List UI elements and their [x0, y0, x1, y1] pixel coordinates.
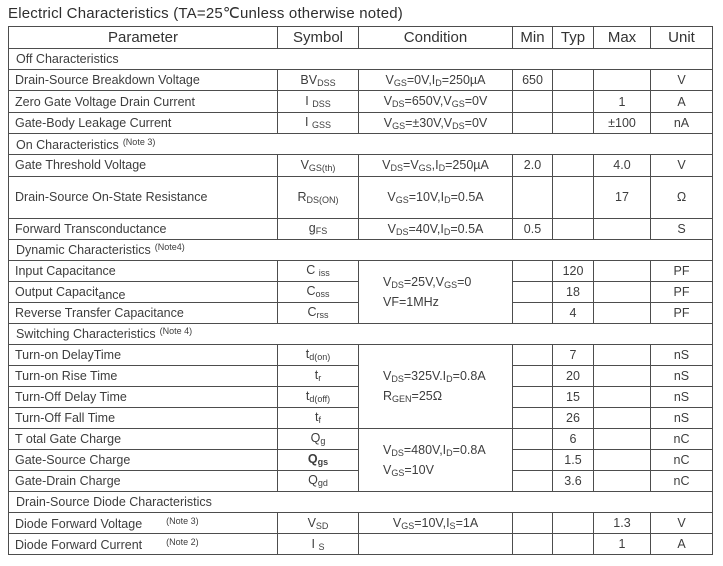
- condition-cell: $V_{GS}=\pm 30V,V_{DS}=0V$: [359, 112, 513, 133]
- unit-cell: Ω: [651, 176, 713, 218]
- unit-cell: A: [651, 534, 713, 555]
- max-cell: [594, 260, 651, 281]
- section-label: Dynamic Characteristics $^{(Note4)}$: [9, 239, 713, 260]
- parameter-cell: Turn-on DelayTime: [9, 344, 278, 365]
- typ-cell: 15: [553, 386, 594, 407]
- typ-cell: [553, 534, 594, 555]
- typ-cell: [553, 70, 594, 91]
- table-body: [9, 49, 713, 555]
- unit-cell: S: [651, 218, 713, 239]
- max-cell: [594, 281, 651, 302]
- condition-cell: $V_{DS}=40V,I_D=0.5A$: [359, 218, 513, 239]
- min-cell: [513, 176, 553, 218]
- typ-cell: 120: [553, 260, 594, 281]
- min-cell: [513, 91, 553, 112]
- condition-cell: $V_{GS}=10V,I_S=1A$: [359, 512, 513, 533]
- parameter-cell: Gate-Source Charge: [9, 449, 278, 470]
- symbol-cell: I $_{DSS}$: [278, 91, 359, 112]
- symbol-cell: $t_{d(off)}$: [278, 386, 359, 407]
- max-cell: [594, 344, 651, 365]
- unit-cell: nS: [651, 344, 713, 365]
- typ-cell: [553, 112, 594, 133]
- characteristics-table: [8, 26, 713, 555]
- unit-cell: nS: [651, 386, 713, 407]
- section-row: [9, 239, 713, 260]
- min-cell: [513, 449, 553, 470]
- typ-cell: 7: [553, 344, 594, 365]
- page-title: Electricl Characteristics (TA=25℃unless otherwise noted): [8, 5, 403, 22]
- symbol-cell: $R_{DS(ON)}$: [278, 176, 359, 218]
- header-row: [9, 27, 713, 49]
- min-cell: [513, 407, 553, 428]
- symbol-cell: $Q_{gd}$: [278, 470, 359, 491]
- max-cell: 4.0: [594, 155, 651, 176]
- parameter-cell: Turn-Off Fall Time: [9, 407, 278, 428]
- min-cell: [513, 428, 553, 449]
- section-label: Off Characteristics: [9, 49, 713, 70]
- symbol-cell: $t_{d(on)}$: [278, 344, 359, 365]
- table-row: [9, 91, 713, 112]
- col-parameter: Parameter: [9, 27, 278, 49]
- typ-cell: 18: [553, 281, 594, 302]
- unit-cell: nC: [651, 428, 713, 449]
- typ-cell: [553, 512, 594, 533]
- section-row: [9, 49, 713, 70]
- symbol-cell: $C_{oss}$: [278, 281, 359, 302]
- symbol-cell: C $_{iss}$: [278, 260, 359, 281]
- symbol-cell: $t_r$: [278, 365, 359, 386]
- min-cell: [513, 534, 553, 555]
- unit-cell: nA: [651, 112, 713, 133]
- symbol-cell: $BV_{DSS}$: [278, 70, 359, 91]
- typ-cell: [553, 155, 594, 176]
- max-cell: [594, 70, 651, 91]
- condition-cell: $V_{DS}=480V,I_D=0.8A$ $V_{GS}=10V$: [359, 428, 513, 491]
- min-cell: [513, 260, 553, 281]
- typ-cell: [553, 91, 594, 112]
- symbol-cell: I $_{GSS}$: [278, 112, 359, 133]
- col-unit: Unit: [651, 27, 713, 49]
- typ-cell: 6: [553, 428, 594, 449]
- unit-cell: PF: [651, 260, 713, 281]
- section-label: On Characteristics $^{(Note 3)}$: [9, 134, 713, 155]
- unit-cell: PF: [651, 281, 713, 302]
- max-cell: [594, 365, 651, 386]
- unit-cell: nC: [651, 470, 713, 491]
- symbol-cell: $Q_{gs}$: [278, 449, 359, 470]
- unit-cell: V: [651, 70, 713, 91]
- condition-cell: $V_{DS}=V_{GS},I_D=250\mu A$: [359, 155, 513, 176]
- max-cell: ±100: [594, 112, 651, 133]
- parameter-cell: Reverse Transfer Capacitance: [9, 302, 278, 323]
- unit-cell: nS: [651, 407, 713, 428]
- max-cell: [594, 302, 651, 323]
- unit-cell: A: [651, 91, 713, 112]
- typ-cell: [553, 176, 594, 218]
- condition-cell: [359, 534, 513, 555]
- max-cell: [594, 470, 651, 491]
- parameter-cell: Zero Gate Voltage Drain Current: [9, 91, 278, 112]
- parameter-cell: Gate-Drain Charge: [9, 470, 278, 491]
- col-max: Max: [594, 27, 651, 49]
- min-cell: [513, 512, 553, 533]
- unit-cell: V: [651, 512, 713, 533]
- symbol-cell: $V_{SD}$: [278, 512, 359, 533]
- parameter-cell: T otal Gate Charge: [9, 428, 278, 449]
- typ-cell: 3.6: [553, 470, 594, 491]
- typ-cell: 20: [553, 365, 594, 386]
- section-label: Switching Characteristics $^{(Note 4)}$: [9, 323, 713, 344]
- section-row: [9, 134, 713, 155]
- max-cell: [594, 428, 651, 449]
- condition-cell: $V_{DS}=25V,V_{GS}=0$ VF=1MHz: [359, 260, 513, 323]
- parameter-cell: Gate Threshold Voltage: [9, 155, 278, 176]
- table-row: [9, 428, 713, 449]
- condition-cell: $V_{DS}=650V,V_{GS}=0V$: [359, 91, 513, 112]
- min-cell: [513, 112, 553, 133]
- table-row: [9, 155, 713, 176]
- min-cell: 2.0: [513, 155, 553, 176]
- symbol-cell: $t_f$: [278, 407, 359, 428]
- max-cell: 1.3: [594, 512, 651, 533]
- condition-cell: $V_{GS}=0V,I_D=250\mu A$: [359, 70, 513, 91]
- table-row: [9, 176, 713, 218]
- table-row: [9, 534, 713, 555]
- max-cell: [594, 449, 651, 470]
- parameter-cell: Forward Transconductance: [9, 218, 278, 239]
- parameter-cell: Output Capacitance: [9, 281, 278, 302]
- min-cell: [513, 386, 553, 407]
- parameter-cell: Drain-Source Breakdown Voltage: [9, 70, 278, 91]
- min-cell: [513, 344, 553, 365]
- typ-cell: 4: [553, 302, 594, 323]
- parameter-cell: Diode Forward Current $^{(Note 2)}$: [9, 534, 278, 555]
- parameter-cell: Turn-Off Delay Time: [9, 386, 278, 407]
- max-cell: 1: [594, 534, 651, 555]
- table-row: [9, 218, 713, 239]
- table-row: [9, 260, 713, 281]
- typ-cell: 26: [553, 407, 594, 428]
- min-cell: [513, 470, 553, 491]
- parameter-cell: Drain-Source On-State Resistance: [9, 176, 278, 218]
- col-condition: Condition: [359, 27, 513, 49]
- unit-cell: V: [651, 155, 713, 176]
- max-cell: [594, 386, 651, 407]
- parameter-cell: Diode Forward Voltage $^{(Note 3)}$: [9, 512, 278, 533]
- min-cell: [513, 365, 553, 386]
- max-cell: 17: [594, 176, 651, 218]
- min-cell: [513, 281, 553, 302]
- col-typ: Typ: [553, 27, 594, 49]
- typ-cell: [553, 218, 594, 239]
- parameter-cell: Turn-on Rise Time: [9, 365, 278, 386]
- min-cell: [513, 302, 553, 323]
- section-row: [9, 491, 713, 512]
- parameter-cell: Input Capacitance: [9, 260, 278, 281]
- symbol-cell: $Q_g$: [278, 428, 359, 449]
- symbol-cell: $V_{GS(th)}$: [278, 155, 359, 176]
- symbol-cell: $g_{FS}$: [278, 218, 359, 239]
- unit-cell: nS: [651, 365, 713, 386]
- condition-cell: $V_{GS}=10V,I_D=0.5A$: [359, 176, 513, 218]
- table-row: [9, 70, 713, 91]
- table-row: [9, 512, 713, 533]
- section-row: [9, 323, 713, 344]
- col-symbol: Symbol: [278, 27, 359, 49]
- max-cell: 1: [594, 91, 651, 112]
- condition-cell: $V_{DS}=325V.I_D=0.8A$ $R_{GEN}=25\Omega$: [359, 344, 513, 428]
- max-cell: [594, 218, 651, 239]
- min-cell: 0.5: [513, 218, 553, 239]
- parameter-cell: Gate-Body Leakage Current: [9, 112, 278, 133]
- table-row: [9, 112, 713, 133]
- symbol-cell: I $_S$: [278, 534, 359, 555]
- col-min: Min: [513, 27, 553, 49]
- min-cell: 650: [513, 70, 553, 91]
- table-row: [9, 344, 713, 365]
- typ-cell: 1.5: [553, 449, 594, 470]
- max-cell: [594, 407, 651, 428]
- section-label: Drain-Source Diode Characteristics: [9, 491, 713, 512]
- unit-cell: nC: [651, 449, 713, 470]
- unit-cell: PF: [651, 302, 713, 323]
- symbol-cell: $C_{rss}$: [278, 302, 359, 323]
